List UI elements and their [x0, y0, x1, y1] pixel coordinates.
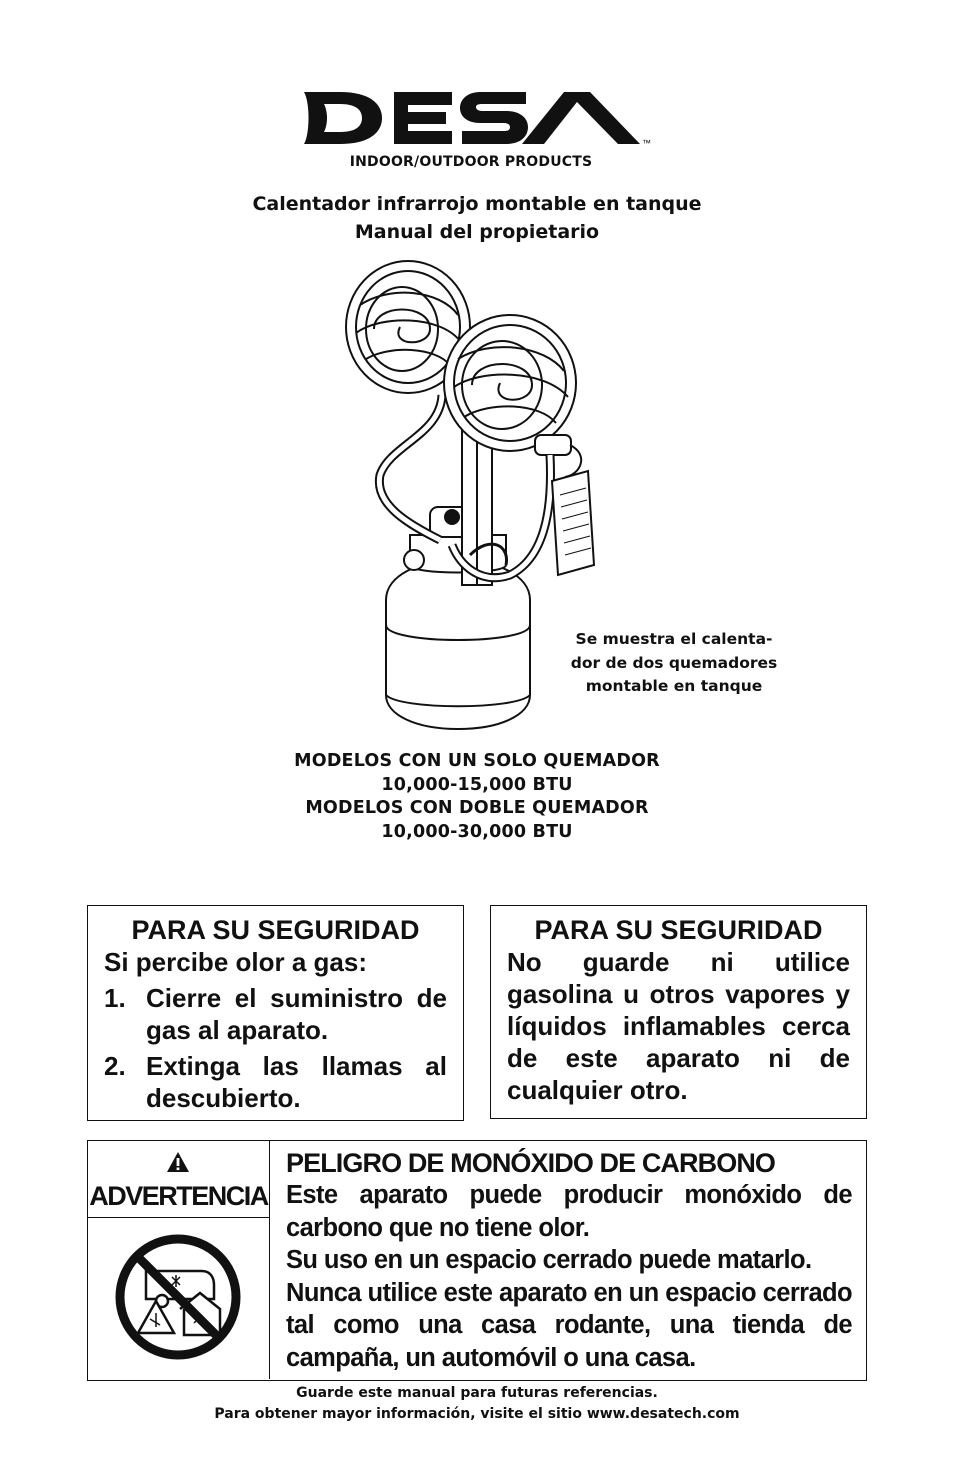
document-subtitle: Manual del propietario: [354, 221, 600, 243]
warning-triangle-icon: [166, 1151, 190, 1173]
safety-heading: PARA SU SEGURIDAD: [534, 915, 823, 945]
illustration-caption: [540, 628, 808, 699]
caption-line: dor de dos quemadores: [570, 653, 778, 672]
model-line: MODELOS CON UN SOLO QUEMADOR: [294, 751, 660, 771]
safety-box-flammables: [490, 905, 867, 1119]
desa-logo: [300, 86, 660, 150]
item-number: 2.: [104, 1051, 126, 1081]
warning-text: Nunca utilice este aparato en un espacio cerrado tal como una casa rodante, una tienda de campaña, un automóvil o una casa.: [286, 1278, 852, 1372]
model-line: 10,000-15,000 BTU: [381, 774, 573, 795]
safety-heading: PARA SU SEGURIDAD: [131, 915, 420, 945]
item-text: Extinga las llamas al descubierto.: [146, 1051, 447, 1113]
brand-subtitle: INDOOR/OUTDOOR PRODUCTS: [349, 154, 593, 170]
caption-line: Se muestra el calenta-: [575, 630, 773, 648]
footer-website: Para obtener mayor información, visite el sitio www.desatech.com: [214, 1406, 740, 1422]
warning-content: [286, 1147, 852, 1374]
document-title: Calentador infrarrojo montable en tanque: [252, 193, 702, 215]
warning-text: Este aparato puede producir monóxido de carbono que no tiene olor.: [286, 1181, 852, 1242]
trademark: ™: [642, 138, 651, 148]
model-list: [0, 750, 954, 844]
safety-item: [104, 1050, 447, 1114]
caption-line: montable en tanque: [585, 677, 763, 695]
item-number: 1.: [104, 983, 126, 1013]
carbon-monoxide-warning: [87, 1140, 867, 1381]
warning-label-column: [88, 1141, 270, 1379]
item-text: Cierre el suministro de gas al aparato.: [146, 983, 447, 1045]
warning-label: ADVERTENCIA: [89, 1181, 268, 1211]
footer-note: Guarde este manual para futuras referencias.: [296, 1385, 658, 1401]
warning-heading: PELIGRO DE MONÓXIDO DE CARBONO: [286, 1148, 776, 1178]
safety-text: No guarde ni utilice gasolina u otros vapores y líquidos inflamables cerca de este aparato ni de cualquier otro.: [507, 947, 850, 1105]
warning-label-cell: [88, 1141, 269, 1218]
warning-text: Su uso en un espacio cerrado puede matarlo.: [286, 1246, 812, 1274]
no-indoor-use-icon: [110, 1229, 246, 1365]
safety-box-gas-odor: [87, 905, 464, 1121]
safety-item: [104, 982, 447, 1046]
model-line: MODELOS CON DOBLE QUEMADOR: [305, 798, 649, 818]
model-line: 10,000-30,000 BTU: [381, 821, 573, 842]
safety-intro: Si percibe olor a gas:: [104, 947, 367, 977]
